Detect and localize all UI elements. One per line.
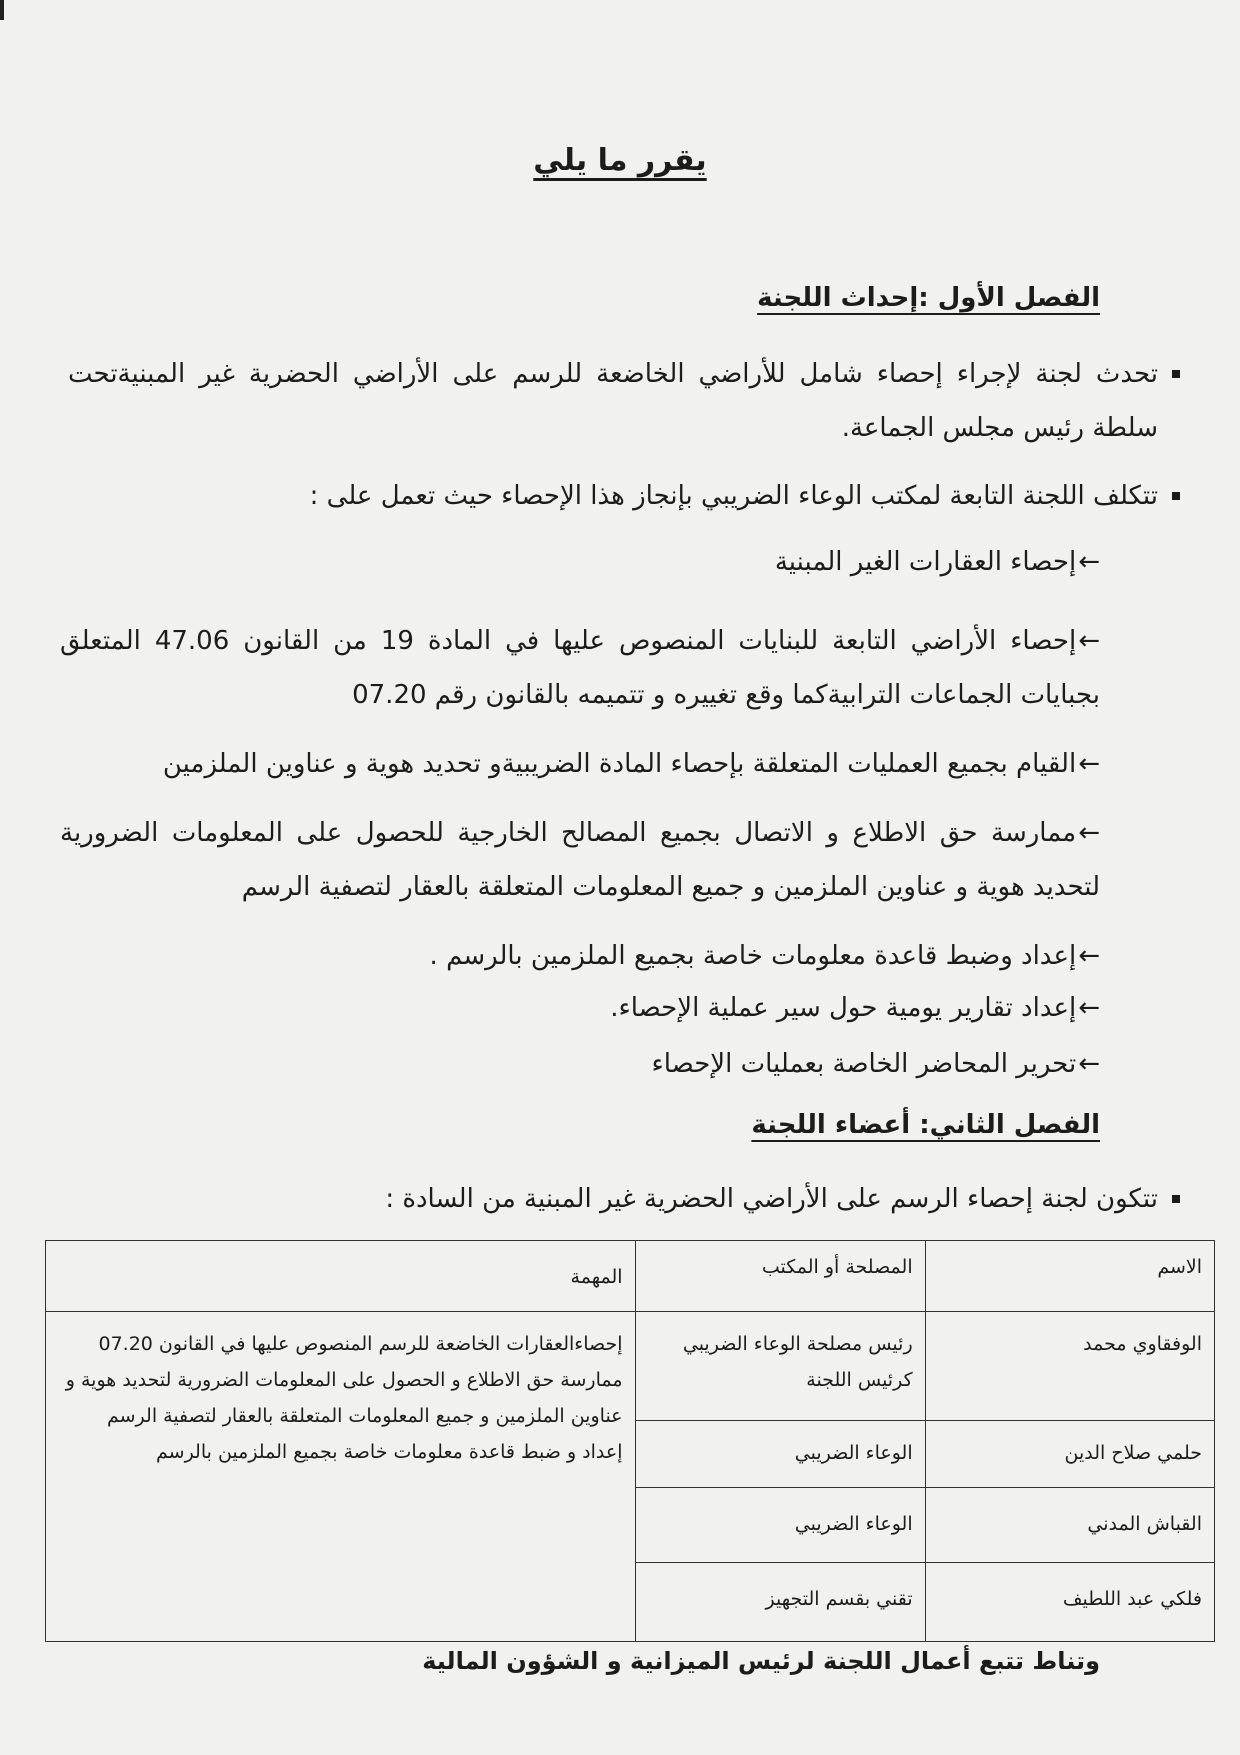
table-header-row	[46, 1241, 1215, 1312]
member-name: القباش المدني	[925, 1487, 1214, 1562]
task-item	[60, 737, 1100, 791]
square-bullet-icon	[1172, 370, 1180, 378]
task-item	[60, 981, 1100, 1035]
arrow-left-icon: ←	[1078, 749, 1100, 779]
task-item	[60, 535, 1100, 589]
task-line: إحصاءالعقارات الخاضعة للرسم المنصوص عليها في القانون 07.20	[98, 1333, 623, 1356]
task-item	[60, 929, 1100, 983]
task-text: تحرير المحاضر الخاصة بعمليات الإحصاء	[651, 1049, 1077, 1079]
members-table	[45, 1240, 1215, 1642]
scan-corner-mark	[0, 0, 4, 20]
bullet-text: تتكلف اللجنة التابعة لمكتب الوعاء الضريبي بإنجاز هذا الإحصاء حيث تعمل على :	[309, 481, 1158, 511]
table-row	[46, 1312, 1215, 1421]
header-name: الاسم	[925, 1241, 1214, 1312]
member-office: رئيس مصلحة الوعاء الضريبي كرئيس اللجنة	[635, 1312, 925, 1421]
arrow-left-icon: ←	[1078, 626, 1100, 656]
square-bullet-icon	[1172, 492, 1180, 500]
task-text: ممارسة حق الاطلاع و الاتصال بجميع المصالح الخارجية للحصول على المعلومات الضرورية لتحديد هوية و عناوين الملزمين و جميع المعلومات المتعلقة بالعقار لتصفية الرسم	[60, 818, 1100, 902]
chapter-2-heading: الفصل الثاني: أعضاء اللجنة	[751, 1110, 1100, 1140]
chapter-2-bullet	[60, 1172, 1180, 1226]
header-task: المهمة	[46, 1241, 636, 1312]
arrow-left-icon: ←	[1078, 1049, 1100, 1079]
bullet-text: تحدث لجنة لإجراء إحصاء شامل للأراضي الخاضعة للرسم على الأراضي الحضرية غير المبنيةتحت سلطة رئيس مجلس الجماعة.	[68, 359, 1158, 443]
task-line: ممارسة حق الاطلاع و الحصول على المعلومات الضرورية لتحديد هوية و عناوين الملزمين و جميع المعلومات المتعلقة بالعقار لتصفية الرسم	[65, 1369, 623, 1428]
task-item	[60, 1037, 1100, 1091]
task-text: إحصاء العقارات الغير المبنية	[774, 547, 1077, 577]
task-text: القيام بجميع العمليات المتعلقة بإحصاء المادة الضريبيةو تحديد هوية و عناوين الملزمين	[162, 749, 1077, 779]
arrow-left-icon: ←	[1078, 941, 1100, 971]
tasks-cell	[46, 1312, 636, 1642]
task-item	[60, 614, 1100, 722]
member-name: حلمي صلاح الدين	[925, 1421, 1214, 1488]
task-text: إحصاء الأراضي التابعة للبنايات المنصوص عليها في المادة 19 من القانون 47.06 المتعلق بجبايات الجماعات الترابيةكما وقع تغييره و تتميمه بالقانون رقم 07.20	[60, 626, 1100, 710]
member-name: فلكي عبد اللطيف	[925, 1562, 1214, 1641]
chapter-1-bullet-2	[60, 469, 1180, 523]
chapter-1-bullet-1	[60, 347, 1180, 455]
member-office: تقني بقسم التجهيز	[635, 1562, 925, 1641]
task-item	[60, 806, 1100, 914]
task-text: إعداد تقارير يومية حول سير عملية الإحصاء.	[610, 993, 1077, 1023]
document-title: يقرر ما يلي	[533, 143, 707, 178]
bullet-text: تتكون لجنة إحصاء الرسم على الأراضي الحضرية غير المبنية من السادة :	[385, 1184, 1158, 1214]
arrow-left-icon: ←	[1078, 818, 1100, 848]
member-office: الوعاء الضريبي	[635, 1487, 925, 1562]
square-bullet-icon	[1172, 1195, 1180, 1203]
member-office: الوعاء الضريبي	[635, 1421, 925, 1488]
footer-note: وتناط تتبع أعمال اللجنة لرئيس الميزانية و الشؤون المالية	[422, 1647, 1100, 1675]
member-name: الوفقاوي محمد	[925, 1312, 1214, 1421]
header-office: المصلحة أو المكتب	[635, 1241, 925, 1312]
task-text: إعداد وضبط قاعدة معلومات خاصة بجميع الملزمين بالرسم .	[429, 941, 1077, 971]
task-line: إعداد و ضبط قاعدة معلومات خاصة بجميع الملزمين بالرسم	[156, 1441, 623, 1464]
chapter-1-heading: الفصل الأول :إحداث اللجنة	[757, 283, 1100, 313]
arrow-left-icon: ←	[1078, 993, 1100, 1023]
arrow-left-icon: ←	[1078, 547, 1100, 577]
